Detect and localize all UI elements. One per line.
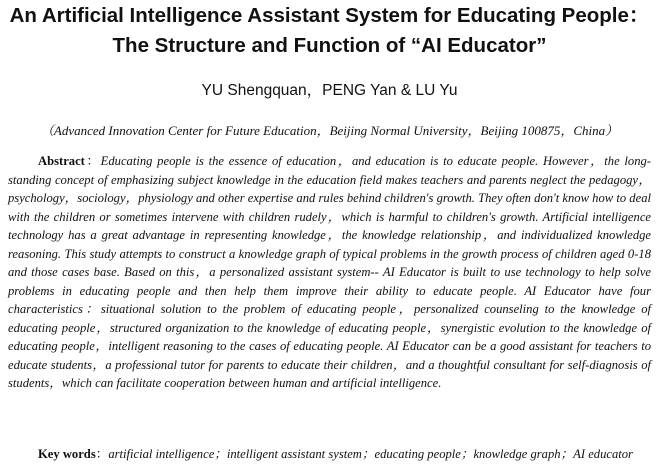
paper-title-line-1: An Artificial Intelligence Assistant System for Educating People： [9,4,650,27]
abstract [8,152,651,393]
abstract-separator: ： [84,154,101,168]
keywords-separator: ： [95,447,109,461]
keywords-text: artificial intelligence；intelligent assistant system；educating people；knowledge graph；AI educator [108,447,633,461]
keywords [38,445,659,463]
keywords-label: Key words [38,447,96,461]
author-affiliation: （Advanced Innovation Center for Future Education，Beijing Normal University，Beijing 100875，China） [40,123,619,138]
abstract-label: Abstract [38,154,85,168]
abstract-text: Educating people is the essence of education，and education is to educate people. However，the long-standing concept of emphasizing subject knowledge in the education field makes teachers and parents neglect the pedagogy，psychology，sociology，physiology and other expertise and rules behind children's growth. They often don't know how to deal with the children or sometimes intervene with children rudely，which is harmful to children's growth. Artificial intelligence technology has a great advantage in representing knowledge，the knowledge relationship，and individualized knowledge reasoning. This study attempts to construct a knowledge graph of typical problems in the growth process of children aged 0-18 and those cases base. Based on this，a personalized assistant system-- AI Educator is built to use technology to help solve problems in educating people and then help them improve their ability to educate people. AI Educator have four characteristics：situational solution to the problem of educating people，personalized counseling to the knowledge of educating people，structured organization to the knowledge of educating people，synergistic evolution to the knowledge of educating people，intelligent reasoning to the cases of educating people. AI Educator can be a good assistant for teachers to educate students，a professional tutor for parents to educate their children，and a thoughtful consultant for self-diagnosis of students，which can facilitate cooperation between human and artificial intelligence. [8,154,651,390]
paper-title-line-2: The Structure and Function of “AI Educator” [112,34,547,57]
author-list: YU Shengquan，PENG Yan & LU Yu [201,82,458,99]
